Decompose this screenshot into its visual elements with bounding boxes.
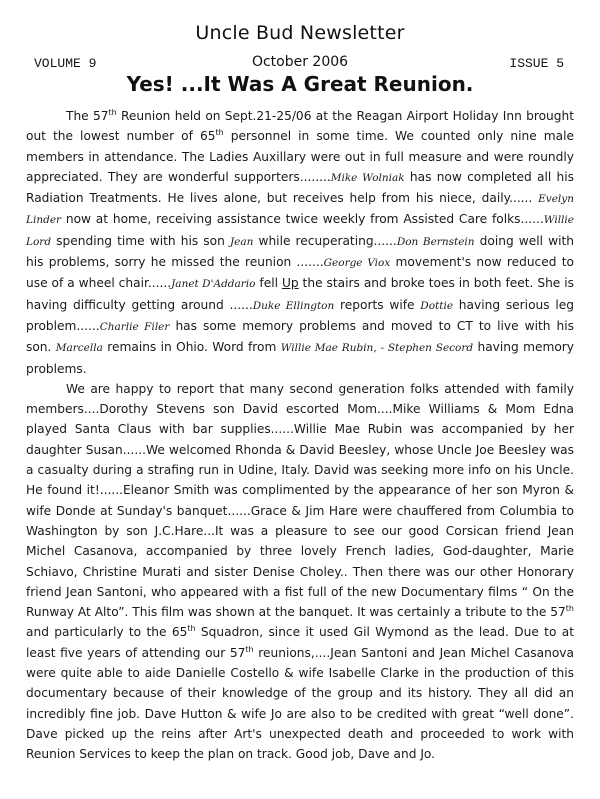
text-run: reunions,....Jean Santoni and Jean Michel Casanova were quite able to aide Danielle Costello & wife Isabelle Clarke in the production of this documentary because of their knowledge of the group and its history. They all did an incredibly fine job. Dave Hutton & wife Jo are also to be credited with great “well done”. Dave picked up the reins after Art's unexpected death and proceeded to work with Reunion Services to keep the plan on track. Good job, Dave and Jo. [26, 645, 574, 762]
article-body [26, 106, 574, 765]
handwritten-name: Evelyn Linder [26, 193, 574, 227]
ordinal-suffix: th [245, 644, 254, 654]
text-run: having memory problems. [26, 340, 574, 376]
text-run: doing well with his problems, sorry he missed the reunion ....... [26, 233, 574, 270]
text-run: Squadron, since it used Gil Wymond as the lead. Due to at least five years of attending our 57 [26, 625, 574, 660]
text-run: personnel in some time. We counted only nine male members in attendance. The Ladies Auxillary were out in full measure and were roundly appreciated. They are wonderful supporters........ [26, 129, 574, 184]
handwritten-name: Mike Wolniak [330, 171, 405, 184]
handwritten-name: Don Bernstein [396, 235, 475, 248]
paragraph-reunion-summary [26, 106, 574, 379]
text-run: the stairs and broke toes in both feet. She is having difficulty getting around ...... [26, 276, 574, 312]
paragraph-second-generation [26, 379, 574, 765]
handwritten-name: Janet D'Addario [171, 278, 256, 291]
ordinal-suffix: th [565, 604, 574, 614]
text-run: has now completed all his Radiation Treatments. He lives alone, but receives help from his niece, daily...... [26, 169, 574, 206]
text-run: The 57 [66, 109, 109, 123]
handwritten-name: George Viox [323, 257, 391, 270]
text-run: fell [255, 276, 282, 291]
ordinal-suffix: th [108, 107, 117, 117]
text-run: remains in Ohio. Word from [102, 340, 281, 355]
text-run: We are happy to report that many second generation folks attended with family members....Dorothy Stevens son David escorted Mom....Mike Williams & Mom Edna played Santa Claus with bar supplies......Willie Mae Rubin was accompanied by her daughter Susan......We welcomed Rhonda & David Beesley, whose Uncle Joe Beesley was a casualty during a strafing run in Udine, Italy. David was seeking more info on his Uncle. He found it!......Eleanor Smith was complimented by the appearance of her son Myron & wife Donde at Sunday's banquet......Grace & Jim Hare were chauffered from Columbia to Washington by son J.C.Hare...It was a pleasure to see our good Corsican friend Jean Michel Casanova, accompanied by three lovely French ladies, God-daughter, Marie Schiavo, Christine Murati and sister Denise Choley.. Then there was our other Honorary friend Jean Santoni, who appeared with a fist full of the new Documentary films “ On the Runway At Alto”. This film was shown at the banquet. It was certainly a tribute to the 57 [26, 381, 574, 620]
ordinal-suffix: th [215, 128, 224, 138]
text-run: while recuperating...... [253, 233, 397, 248]
handwritten-name: Willie Mae Rubin, - Stephen Secord [280, 342, 474, 355]
handwritten-name: Marcella [55, 342, 103, 355]
volume-label: VOLUME 9 [34, 56, 97, 71]
text-run: reports wife [334, 297, 421, 312]
text-run: movement's now reduced to use of a wheel chair...... [26, 255, 574, 291]
text-run: having serious leg problem...... [26, 297, 574, 333]
text-run: now at home, receiving assistance twice weekly from Assisted Care folks...... [61, 212, 544, 227]
handwritten-name: Charlie Filer [99, 320, 170, 333]
underlined-word: Up [281, 276, 299, 291]
issue-label: ISSUE 5 [509, 56, 564, 71]
handwritten-name: Willie Lord [26, 214, 574, 248]
handwritten-name: Dottie [420, 299, 454, 312]
newsletter-masthead: Uncle Bud Newsletter [195, 22, 405, 44]
issue-date: October 2006 [251, 54, 349, 70]
ordinal-suffix: th [187, 624, 196, 634]
text-run: spending time with his son [51, 233, 230, 248]
handwritten-name: Duke Ellington [252, 299, 335, 312]
text-run: and particularly to the 65 [26, 625, 188, 640]
text-run: has some memory problems and moved to CT to live with his son. [26, 318, 574, 355]
text-run: Reunion held on Sept.21-25/06 at the Reagan Airport Holiday Inn brought out the lowest number of 65 [26, 109, 574, 144]
article-headline: Yes! ...It Was A Great Reunion. [126, 72, 474, 96]
handwritten-name: Jean [229, 235, 254, 248]
